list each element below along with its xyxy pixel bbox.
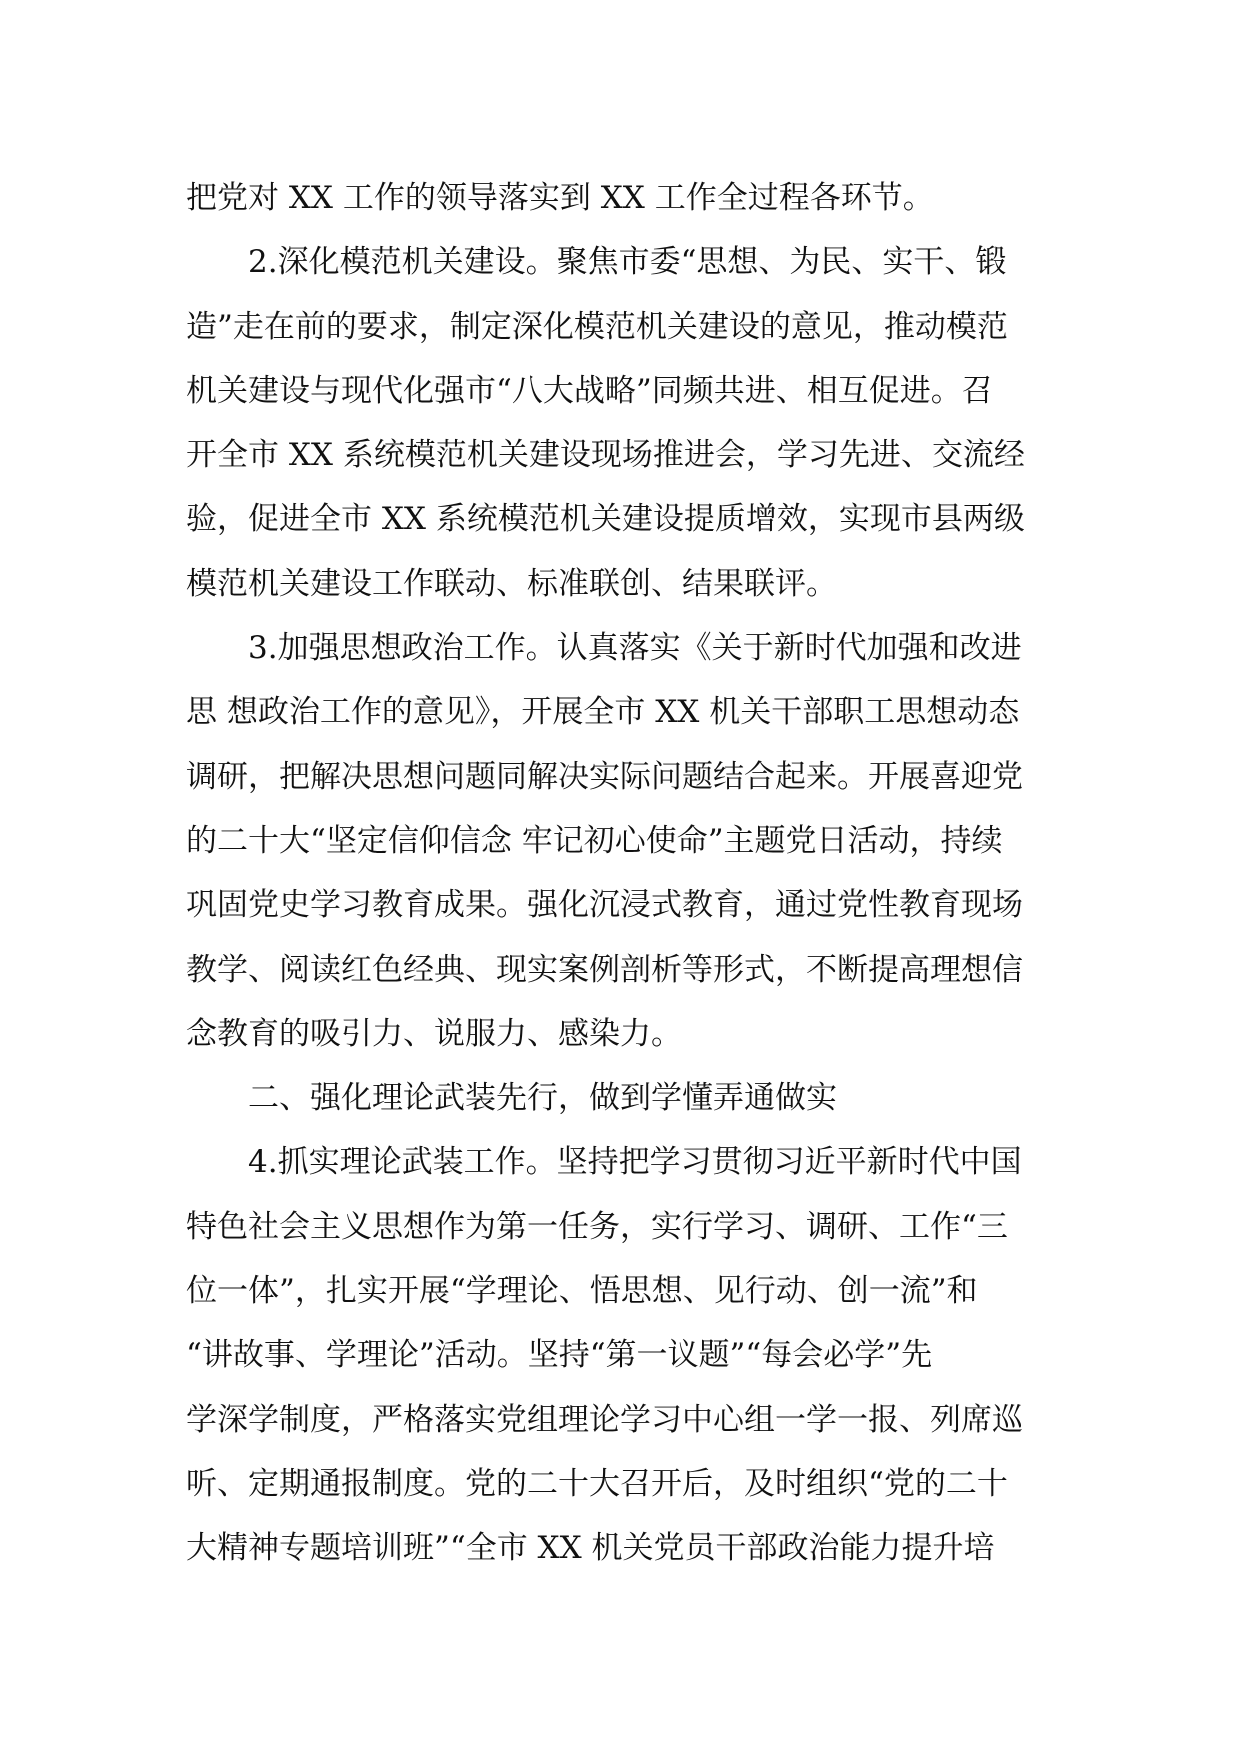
text-line: 模范机关建设工作联动、标准联创、结果联评。: [186, 565, 837, 602]
text-line: 开全市 XX 系统模范机关建设现场推进会，学习先进、交流经: [186, 437, 1025, 474]
text-line: 把党对 XX 工作的领导落实到 XX 工作全过程各环节。: [186, 180, 934, 216]
text-line: 念教育的吸引力、说服力、感染力。: [186, 1015, 682, 1052]
text-line: 学深学制度，严格落实党组理论学习中心组一学一报、列席巡: [186, 1401, 1023, 1438]
text-line: 特色社会主义思想作为第一任务，实行学习、调研、工作“三: [186, 1208, 1008, 1245]
text-line: 巩固党史学习教育成果。强化沉浸式教育，通过党性教育现场: [186, 887, 1023, 924]
text-line: 思 想政治工作的意见》，开展全市 XX 机关干部职工思想动态: [186, 694, 1020, 731]
text-line: 教学、阅读红色经典、现实案例剖析等形式，不断提高理想信: [186, 951, 1023, 988]
section-heading: 二、强化理论武装先行，做到学懂弄通做实: [248, 1080, 837, 1117]
text-line: 位一体”，扎实开展“学理论、悟思想、见行动、创一流”和: [186, 1273, 978, 1310]
text-line: 验，促进全市 XX 系统模范机关建设提质增效，实现市县两级: [186, 501, 1025, 538]
text-line: 调研，把解决思想问题同解决实际问题结合起来。开展喜迎党: [186, 758, 1023, 795]
text-line: “讲故事、学理论”活动。坚持“第一议题”“每会必学”先: [186, 1337, 933, 1374]
text-line: 听、定期通报制度。党的二十大召开后，及时组织“党的二十: [186, 1465, 1008, 1502]
text-line: 造”走在前的要求，制定深化模范机关建设的意见，推动模范: [186, 308, 1008, 345]
text-line: 2.深化模范机关建设。聚焦市委“思想、为民、实干、锻: [248, 244, 1007, 281]
text-line: 大精神专题培训班”“全市 XX 机关党员干部政治能力提升培: [186, 1530, 995, 1567]
text-line: 4.抓实理论武装工作。坚持把学习贯彻习近平新时代中国: [248, 1144, 1022, 1181]
text-line: 机关建设与现代化强市“八大战略”同频共进、相互促进。召: [186, 372, 993, 409]
text-line: 的二十大“坚定信仰信念 牢记初心使命”主题党日活动，持续: [186, 822, 1003, 859]
text-line: 3.加强思想政治工作。认真落实《关于新时代加强和改进: [248, 630, 1022, 667]
body-text: [186, 166, 1066, 1581]
